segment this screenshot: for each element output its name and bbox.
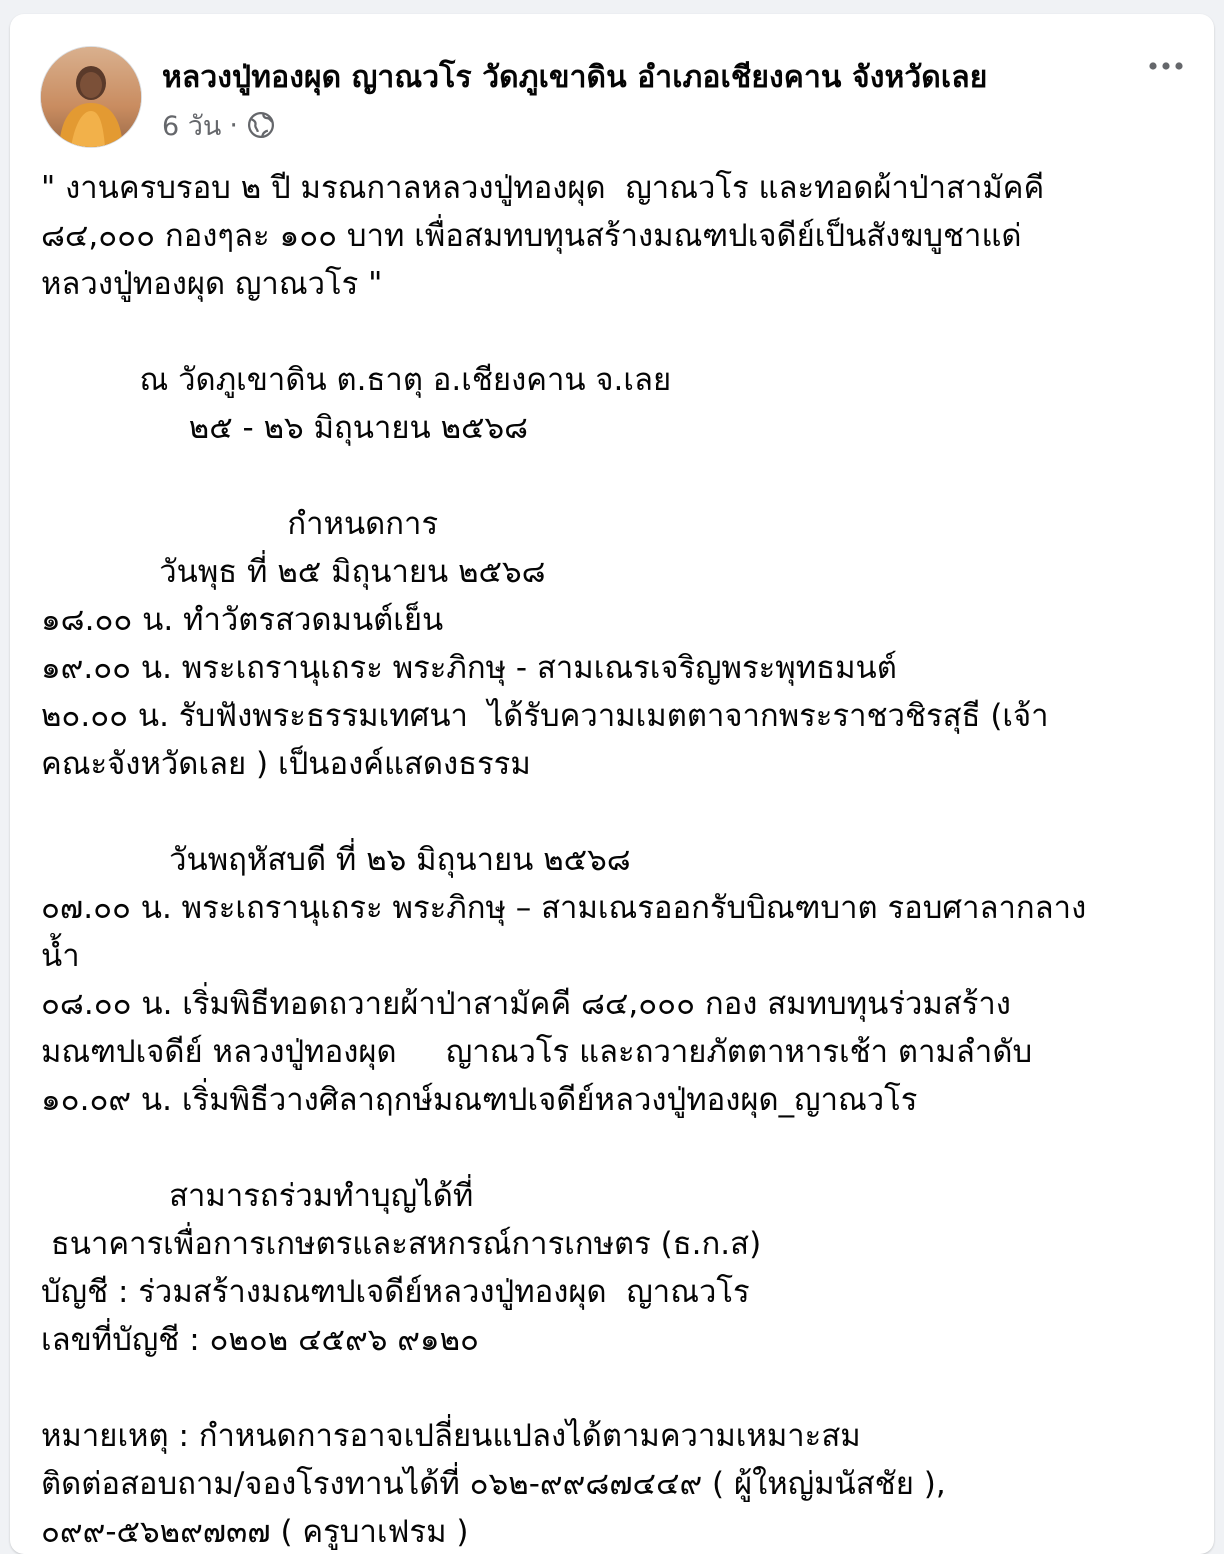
post-blank-line <box>41 1124 1191 1172</box>
globe-icon[interactable] <box>246 110 276 140</box>
post-text-line: หมายเหตุ : กำหนดการอาจเปลี่ยนแปลงได้ตามความเหมาะสม <box>41 1418 861 1454</box>
post-text-line: คณะจังหวัดเลย ) เป็นองค์แสดงธรรม <box>41 746 531 782</box>
post-text-line: หลวงปู่ทองผุด ญาณวโร " <box>41 266 383 302</box>
post-text-line: กำหนดการ <box>41 506 439 542</box>
post-text-line: วันพุธ ที่ ๒๕ มิถุนายน ๒๕๖๘ <box>41 554 546 590</box>
post-text <box>41 164 1191 1554</box>
post-time[interactable]: 6 วัน <box>162 110 222 142</box>
post-text-line: ติดต่อสอบถาม/จองโรงทานได้ที่ ๐๖๒-๙๙๘๗๔๔๙ ( ผู้ใหญ่มนัสชัย ), <box>41 1466 946 1502</box>
post-text-line: ๐๙๙-๕๖๒๙๗๓๗ ( ครูบาเฟรม ) <box>41 1514 469 1550</box>
post-text-line: บัญชี : ร่วมสร้างมณฑปเจดีย์หลวงปู่ทองผุด ญาณวโร <box>41 1274 750 1310</box>
post-text-line: ๐๗.๐๐ น. พระเถรานุเถระ พระภิกษุ – สามเณรออกรับบิณฑบาต รอบศาลากลาง <box>41 890 1087 926</box>
post-blank-line <box>41 308 1191 356</box>
post-text-line: เลขที่บัญชี : ๐๒๐๒ ๔๕๙๖ ๙๑๒๐ <box>41 1322 479 1358</box>
post-text-line: ๒๕ - ๒๖ มิถุนายน ๒๕๖๘ <box>41 410 529 446</box>
post-text-line: มณฑปเจดีย์ หลวงปู่ทองผุด ญาณวโร และถวายภัตตาหารเช้า ตามลำดับ <box>41 1034 1033 1070</box>
post-text-line: ธนาคารเพื่อการเกษตรและสหกรณ์การเกษตร (ธ.ก.ส) <box>41 1226 762 1262</box>
post-text-line: น้ำ <box>41 938 80 974</box>
post-text-line: ๘๔,๐๐๐ กองๆละ ๑๐๐ บาท เพื่อสมทบทุนสร้างมณฑปเจดีย์เป็นสังฆบูชาแด่ <box>41 218 1022 254</box>
page-title[interactable]: หลวงปู่ทองผุด ญาณวโร วัดภูเขาดิน อำเภอเชียงคาน จังหวัดเลย <box>162 60 988 95</box>
post-text-line: ๒๐.๐๐ น. รับฟังพระธรรมเทศนา ได้รับความเมตตาจากพระราชวชิรสุธี (เจ้า <box>41 698 1049 734</box>
avatar-portrait <box>41 47 141 147</box>
post-text-line: ๑๙.๐๐ น. พระเถรานุเถระ พระภิกษุ - สามเณรเจริญพระพุทธมนต์ <box>41 650 897 686</box>
post-text-line: วันพฤหัสบดี ที่ ๒๖ มิถุนายน ๒๕๖๘ <box>41 842 631 878</box>
meta-separator: · <box>229 109 238 141</box>
avatar[interactable] <box>40 46 142 148</box>
post-text-line: ณ วัดภูเขาดิน ต.ธาตุ อ.เชียงคาน จ.เลย <box>41 362 672 398</box>
post-blank-line <box>41 452 1191 500</box>
post-blank-line <box>41 1364 1191 1412</box>
post-text-line: สามารถร่วมทำบุญได้ที่ <box>41 1178 474 1214</box>
more-options-icon[interactable] <box>1142 50 1190 82</box>
post-text-line: ๑๘.๐๐ น. ทำวัตรสวดมนต์เย็น <box>41 602 444 638</box>
post-card <box>10 14 1214 1554</box>
post-text-line: ๐๘.๐๐ น. เริ่มพิธีทอดถวายผ้าป่าสามัคคี ๘๔,๐๐๐ กอง สมทบทุนร่วมสร้าง <box>41 986 1011 1022</box>
post-text-line: " งานครบรอบ ๒ ปี มรณกาลหลวงปู่ทองผุด ญาณวโร และทอดผ้าป่าสามัคคี <box>41 170 1045 206</box>
post-blank-line <box>41 788 1191 836</box>
post-text-line: ๑๐.๐๙ น. เริ่มพิธีวางศิลาฤกษ์มณฑปเจดีย์หลวงปู่ทองผุด_ญาณวโร <box>41 1082 918 1118</box>
post-meta <box>162 108 276 142</box>
